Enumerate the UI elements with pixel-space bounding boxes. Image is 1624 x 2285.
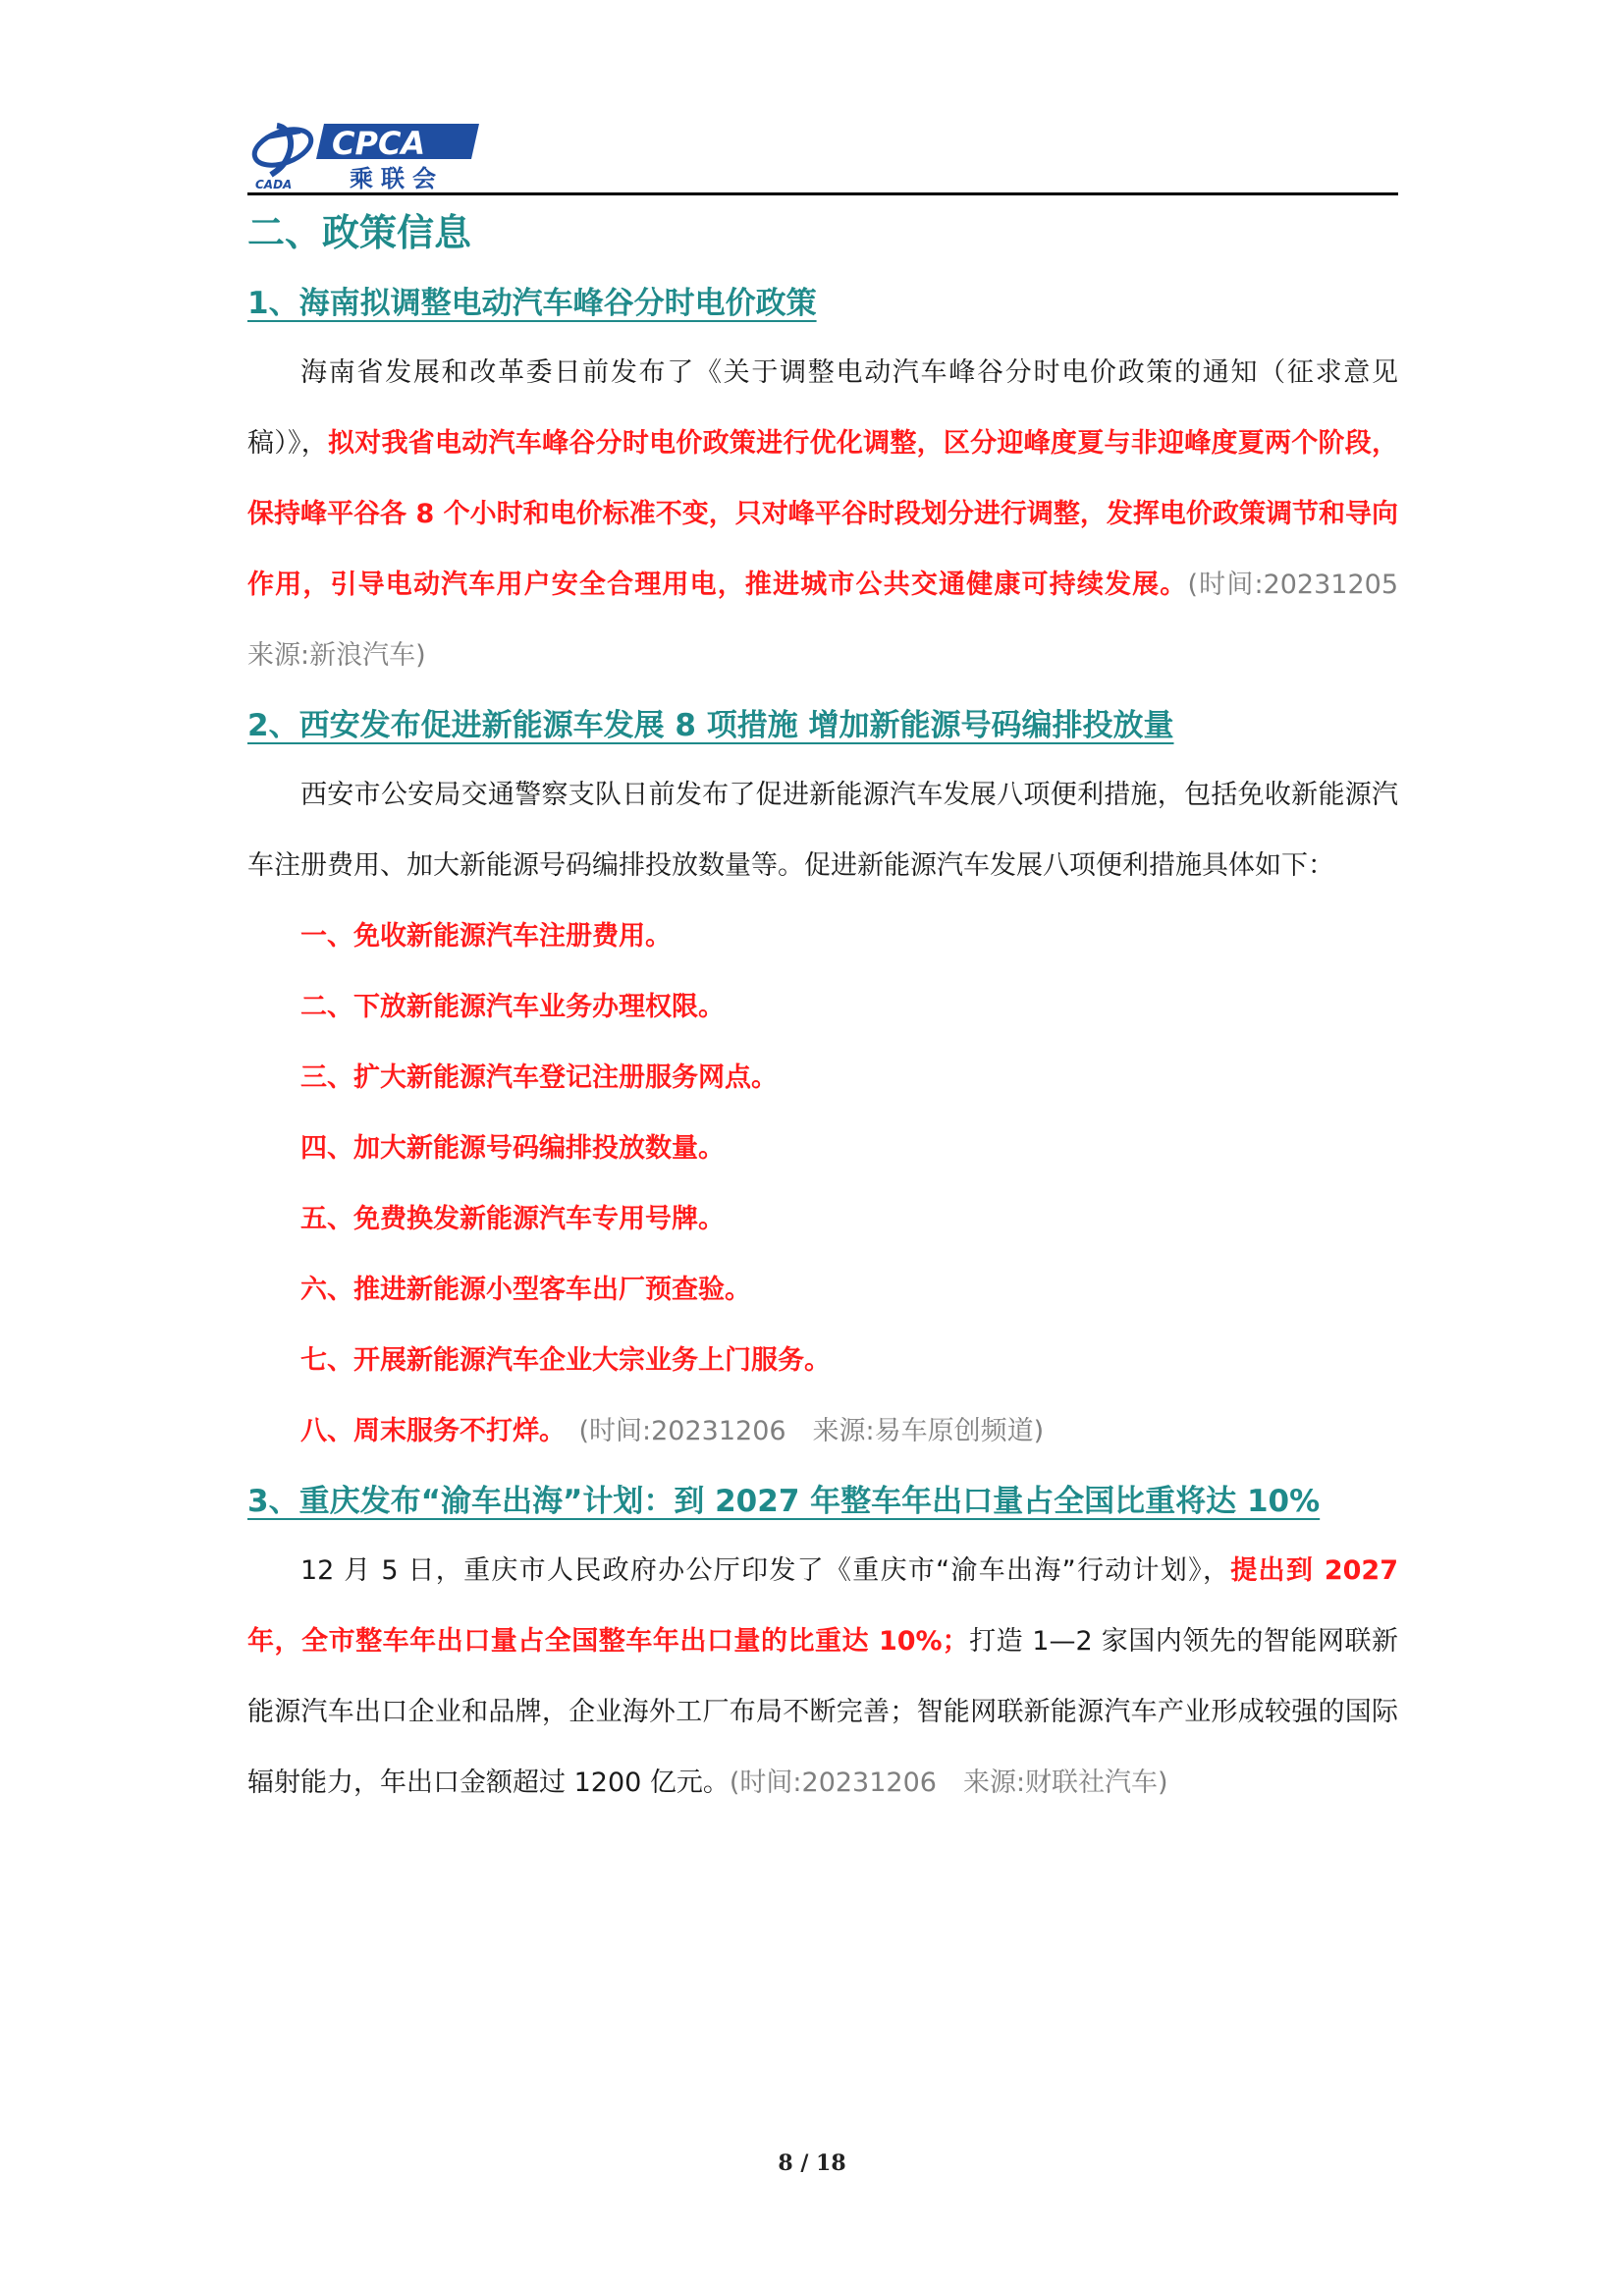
list-item: 四、加大新能源号码编排投放数量。 [300,1133,725,1164]
article-body-3 [247,1536,1398,1819]
article-title-1: 1、海南拟调整电动汽车峰谷分时电价政策 [247,286,817,321]
logo-small-text: CADA [255,178,293,191]
article-3-meta: (时间:20231206 来源:财联社汽车) [729,1768,1168,1798]
article-2-meta: (时间:20231206 来源:易车原创频道) [578,1416,1045,1446]
article-1-highlight: 拟对我省电动汽车峰谷分时电价政策进行优化调整，区分迎峰度夏与非迎峰度夏两个阶段，保持峰平谷各 8 个小时和电价标准不变，只对峰平谷时段划分进行调整，发挥电价政策调节和导向作用，引导电动汽车用户安全合理用电，推进城市公共交通健康可持续发展。 [247,428,1399,600]
article-body-2 [247,760,1398,901]
list-item: 六、推进新能源小型客车出厂预查验。 [300,1275,751,1305]
logo-cpca-text: CPCA [332,125,426,162]
page-header [247,114,1398,194]
page-content [247,200,1426,1819]
section-title: 二、政策信息 [247,211,472,254]
list-item: 五、免费换发新能源汽车专用号牌。 [300,1204,725,1234]
article-title-3: 3、重庆发布“渝车出海”计划：到 2027 年整车年出口量占全国比重将达 10% [247,1484,1321,1519]
article-3-highlight: 提出到 2027 年，全市整车年出口量占全国整车年出口量的比重达 10%； [247,1555,1398,1657]
article-3-text-2: 打造 1—2 家国内领先的智能网联新能源汽车出口企业和品牌，企业海外工厂布局不断完善；智能网联新能源汽车产业形成较强的国际辐射能力，年出口金额超过 1200 亿元。 [247,1626,1398,1798]
list-item: 一、免收新能源汽车注册费用。 [300,921,672,952]
cpca-logo [247,114,483,192]
article-title-2: 2、西安发布促进新能源车发展 8 项措施 增加新能源号码编排投放量 [247,708,1174,743]
header-divider [247,192,1398,195]
article-1-meta: (时间:20231205 来源:新浪汽车) [247,570,1426,671]
measures-list [247,901,1398,1467]
article-2-text: 西安市公安局交通警察支队日前发布了促进新能源汽车发展八项便利措施，包括免收新能源汽车注册费用、加大新能源号码编排投放数量等。促进新能源汽车发展八项便利措施具体如下： [247,780,1398,881]
article-1-text: 海南省发展和改革委日前发布了《关于调整电动汽车峰谷分时电价政策的通知（征求意见稿）》， [247,357,1398,459]
article-body-1 [247,338,1426,691]
page-number: 8 / 18 [778,2150,846,2176]
article-3-text: 12 月 5 日，重庆市人民政府办公厅印发了《重庆市“渝车出海”行动计划》， [300,1555,1231,1586]
list-item: 七、开展新能源汽车企业大宗业务上门服务。 [300,1345,831,1376]
list-item: 二、下放新能源汽车业务办理权限。 [300,992,725,1022]
logo-cn-text: 乘联会 [350,165,444,192]
list-item: 八、周末服务不打烊。 (时间:20231206 来源:易车原创频道) [300,1416,1045,1446]
list-item: 三、扩大新能源汽车登记注册服务网点。 [300,1062,778,1093]
